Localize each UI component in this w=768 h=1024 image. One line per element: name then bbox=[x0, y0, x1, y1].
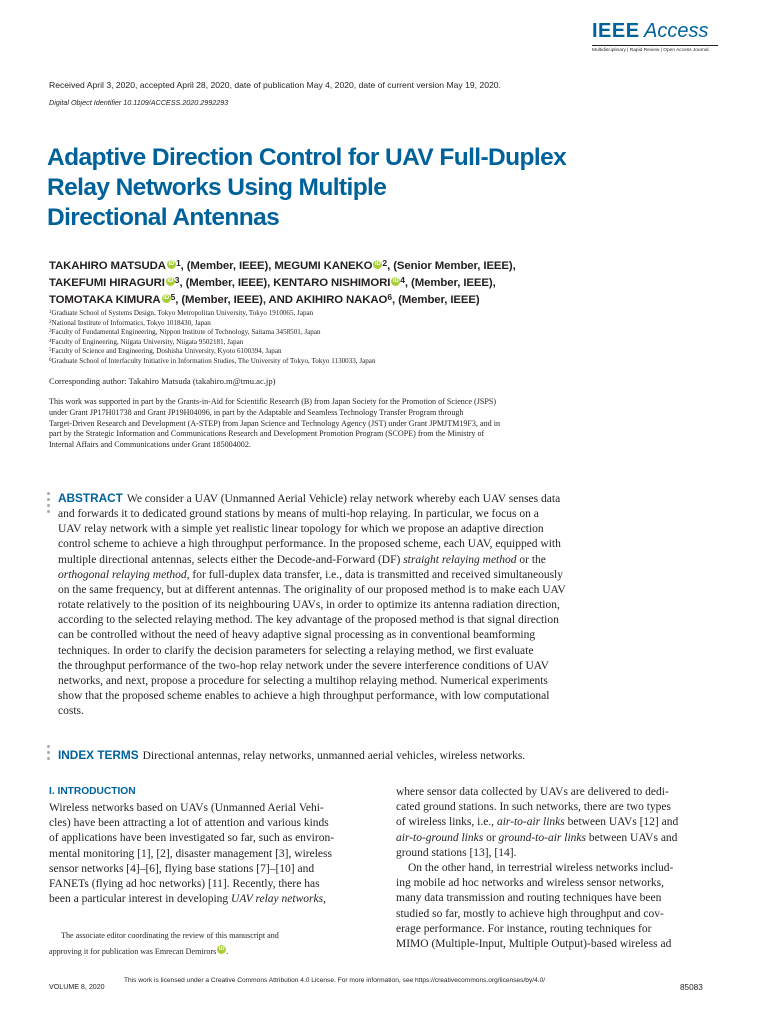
corresponding-author: Corresponding author: Takahiro Matsuda (takahiro.m@tmu.ac.jp) bbox=[49, 376, 276, 386]
body-text: between UAVs [12] and bbox=[564, 816, 679, 829]
author-line bbox=[49, 258, 729, 275]
abstract-heading: ABSTRACT bbox=[58, 491, 123, 505]
orcid-icon[interactable]: iD bbox=[163, 295, 169, 301]
funding-line: This work was supported in part by the Grants-in-Aid for Scientific Research (B) from Japan Society for the Promotion of Science (JSPS) bbox=[49, 397, 497, 406]
body-line bbox=[49, 892, 334, 907]
author-name: KENTARO NISHIMORI bbox=[273, 277, 391, 289]
affil-num: 2 bbox=[49, 319, 52, 325]
funding-line: part by the Strategic Information and Communications Research and Development Promotion Program (SCOPE) from the Ministry of bbox=[49, 429, 485, 439]
editor-footnote bbox=[49, 928, 279, 960]
abstract-line: rotate relatively to the position of its neighbouring UAVs, in order to optimize its antenna radiation direction, bbox=[58, 599, 560, 612]
logo-tagline: Multidisciplinary | Rapid Review | Open Access Journal bbox=[592, 48, 709, 53]
affil-num: 1 bbox=[49, 310, 52, 315]
index-terms-heading: INDEX TERMS bbox=[58, 748, 139, 762]
author-affil-num: 2 bbox=[382, 258, 388, 268]
affil-num: 3 bbox=[49, 329, 52, 335]
author-role: , (Member, IEEE), AND bbox=[175, 294, 296, 306]
author-affil-num: 6 bbox=[387, 292, 392, 302]
author-role: , (Member, IEEE), bbox=[180, 260, 275, 272]
abstract-line: techniques. In order to clarify the decision parameters for selecting a relaying method, we first evaluate bbox=[58, 644, 534, 657]
body-text: been a particular interest in developing bbox=[49, 893, 232, 906]
abstract-text: We consider a UAV (Unmanned Aerial Vehicle) relay network whereby each UAV senses data bbox=[126, 493, 561, 505]
footnote-line: The associate editor coordinating the review of this manuscript and bbox=[61, 931, 279, 940]
abstract-line bbox=[58, 553, 728, 568]
author-affil-num: 1 bbox=[175, 258, 181, 268]
body-line: ground stations [13], [14]. bbox=[396, 846, 517, 859]
affil-text: Graduate School of Interfaculty Initiative in Information Studies, The University of Tokyo, Tokyo 1130033, Japan bbox=[51, 356, 376, 365]
body-line bbox=[396, 815, 678, 830]
author-name: MEGUMI KANEKO bbox=[274, 260, 373, 272]
body-italic: air-to-ground links bbox=[396, 831, 484, 844]
doi: Digital Object Identifier 10.1109/ACCESS.2020.2992293 bbox=[49, 98, 229, 107]
index-terms-dots-icon bbox=[47, 745, 50, 763]
body-line: where sensor data collected by UAVs are delivered to dedi- bbox=[396, 786, 669, 798]
orcid-icon[interactable]: iD bbox=[168, 261, 175, 267]
body-line: of applications have been investigated so far, such as environ- bbox=[49, 832, 335, 845]
author-affil-num: 5 bbox=[170, 292, 176, 302]
orcid-icon[interactable]: iD bbox=[392, 278, 399, 284]
author-name: AKIHIRO NAKAO bbox=[295, 294, 388, 306]
affiliation bbox=[49, 328, 376, 338]
received-dates: Received April 3, 2020, accepted April 28, 2020, date of publication May 4, 2020, date of current version May 19, 2020. bbox=[49, 80, 501, 90]
abstract-line bbox=[58, 491, 728, 507]
orcid-icon[interactable]: iD bbox=[167, 278, 174, 284]
right-column bbox=[396, 785, 678, 952]
abstract-line: control scheme to achieve a high throughput performance. In the proposed scheme, each UAV, equipped with bbox=[58, 538, 561, 551]
affiliation bbox=[49, 309, 376, 319]
body-text: or bbox=[483, 831, 499, 844]
funding-line: under Grant JP17H01738 and Grant JP19H04096, in part by the Adaptable and Seamless Technology Transfer Program through bbox=[49, 407, 464, 417]
abstract-text: multiple directional antennas, selects either the Decode-and-Forward (DF) bbox=[58, 553, 404, 566]
funding-line: Target-Driven Research and Development (A-STEP) from Japan Science and Technology Agency (JST) under Grant JPMJTM19F3, and in bbox=[49, 418, 501, 428]
abstract-line: show that the proposed scheme enables to achieve a high throughput performance, with low computational bbox=[58, 690, 550, 703]
body-text: between UAVs and bbox=[585, 831, 678, 844]
abstract-line: on the same frequency, but at different antennas. The originality of our proposed method is to make each UAV bbox=[58, 583, 566, 596]
author-role: , (Senior Member, IEEE), bbox=[387, 260, 516, 272]
body-line: cles) have been attracting a lot of attention and various kinds bbox=[49, 817, 329, 830]
affiliation bbox=[49, 347, 376, 357]
author-list bbox=[49, 258, 729, 309]
affiliation bbox=[49, 319, 376, 329]
logo-rule bbox=[592, 45, 718, 46]
abstract-line bbox=[58, 568, 728, 583]
author-affil-num: 4 bbox=[400, 275, 405, 285]
abstract-line: can be controlled without the need of heavy adaptive signal processing as in conventional beamforming bbox=[58, 629, 536, 642]
abstract-italic: straight relaying method bbox=[403, 553, 517, 566]
author-line bbox=[49, 275, 729, 292]
body-line: mental monitoring [1], [2], disaster management [3], wireless bbox=[49, 847, 332, 860]
body-text: , bbox=[323, 893, 326, 906]
orcid-icon[interactable]: iD bbox=[375, 261, 381, 267]
abstract-line: costs. bbox=[58, 705, 84, 718]
author-role: , (Member, IEEE), bbox=[404, 277, 496, 289]
footer-page-number: 85083 bbox=[680, 983, 703, 992]
journal-logo bbox=[592, 20, 722, 53]
abstract-line: and forwards it to dedicated ground stations by means of multi-hop relaying. In particular, we focus on a bbox=[58, 508, 539, 521]
body-italic: ground-to-air links bbox=[498, 831, 586, 844]
body-line: many data transmission and routing techniques have been bbox=[396, 892, 662, 905]
abstract bbox=[58, 491, 728, 719]
footnote-text: approving it for publication was Emrecan Demirors bbox=[49, 947, 217, 956]
author-line bbox=[49, 292, 729, 309]
funding-line: Internal Affairs and Communications under Grant 185004002. bbox=[49, 440, 251, 450]
body-line: erage performance. For instance, routing techniques for bbox=[396, 922, 652, 935]
abstract-italic: orthogonal relaying method bbox=[58, 568, 187, 581]
affil-text: Faculty of Engineering, Niigata University, Niigata 9502181, Japan bbox=[51, 337, 244, 346]
abstract-line: the throughput performance of the two-hop relay network under the severe interference conditions of UAV bbox=[58, 659, 549, 672]
author-name: TAKAHIRO MATSUDA bbox=[49, 260, 166, 272]
abstract-text: or the bbox=[516, 553, 546, 566]
author-affil-num: 3 bbox=[174, 275, 180, 285]
logo-ieee: IEEE bbox=[592, 20, 640, 42]
section-heading-introduction: I. INTRODUCTION bbox=[49, 786, 136, 797]
footnote-text: . bbox=[226, 947, 229, 956]
body-line: cated ground stations. In such networks, there are two types bbox=[396, 801, 671, 814]
author-name: TOMOTAKA KIMURA bbox=[49, 294, 161, 306]
body-line: sensor networks [4]–[6], flying base stations [7]–[10] and bbox=[49, 862, 315, 875]
title-line: Directional Antennas bbox=[47, 204, 280, 231]
abstract-text: , for full-duplex data transfer, i.e., data is transmitted and received simultaneously bbox=[186, 568, 563, 581]
body-line: Wireless networks based on UAVs (Unmanned Aerial Vehi- bbox=[49, 802, 324, 814]
left-column bbox=[49, 801, 334, 907]
footnote-line bbox=[49, 944, 279, 960]
index-terms-text: Directional antennas, relay networks, unmanned aerial vehicles, wireless networks. bbox=[142, 750, 526, 762]
author-role: , (Member, IEEE), bbox=[179, 277, 274, 289]
affiliation bbox=[49, 357, 376, 367]
body-line bbox=[396, 831, 678, 846]
body-line: FANETs (flying ad hoc networks) [11]. Recently, there has bbox=[49, 878, 320, 891]
funding-statement bbox=[49, 397, 689, 451]
affil-text: Faculty of Science and Engineering, Doshisha University, Kyoto 6100394, Japan bbox=[51, 347, 282, 356]
body-text: of wireless links, i.e., bbox=[396, 816, 497, 829]
body-italic: air-to-air links bbox=[496, 816, 565, 829]
abstract-line: according to the selected relaying method. The key advantage of the proposed method is that signal direction bbox=[58, 614, 559, 627]
abstract-line: UAV relay network with a simple yet realistic linear topology for which we propose an adaptive direction bbox=[58, 523, 544, 536]
body-line: MIMO (Multiple-Input, Multiple Output)-based wireless ad bbox=[396, 938, 672, 951]
affiliations bbox=[49, 309, 376, 367]
affil-num: 5 bbox=[49, 348, 52, 354]
abstract-line: networks, and next, propose a procedure for selecting a multihop relaying method. Numerical experiments bbox=[58, 674, 548, 687]
body-italic: UAV relay networks bbox=[231, 893, 324, 906]
affil-num: 4 bbox=[49, 338, 52, 344]
index-terms bbox=[58, 748, 525, 762]
author-role: , (Member, IEEE) bbox=[391, 294, 480, 306]
title-line: Adaptive Direction Control for UAV Full-Duplex bbox=[47, 144, 567, 171]
author-name: TAKEFUMI HIRAGURI bbox=[49, 277, 165, 289]
affil-text: National Institute of Informatics, Tokyo 1018430, Japan bbox=[51, 318, 211, 327]
paper-title bbox=[47, 143, 667, 233]
affil-text: Faculty of Fundamental Engineering, Nippon Institute of Technology, Saitama 3458501, Japan bbox=[51, 328, 321, 337]
title-line: Relay Networks Using Multiple bbox=[47, 174, 387, 201]
abstract-dots-icon bbox=[47, 492, 50, 516]
body-line: studied so far, mostly to achieve high throughput and cov- bbox=[396, 907, 664, 920]
body-line: On the other hand, in terrestrial wireless networks includ- bbox=[408, 862, 674, 875]
affil-num: 6 bbox=[49, 357, 52, 363]
footer-license[interactable]: This work is licensed under a Creative Commons Attribution 4.0 License. For more information, see https://creativecommons.org/licenses/by/4.0/ bbox=[124, 977, 546, 984]
body-line: ing mobile ad hoc networks and wireless sensor networks, bbox=[396, 877, 664, 890]
logo-access: Access bbox=[644, 20, 709, 42]
footer-volume: VOLUME 8, 2020 bbox=[49, 983, 105, 991]
affil-text: Graduate School of Systems Design, Tokyo Metropolitan University, Tokyo 1910065, Japan bbox=[51, 309, 314, 317]
affiliation bbox=[49, 338, 376, 348]
orcid-icon[interactable]: iD bbox=[218, 946, 225, 952]
